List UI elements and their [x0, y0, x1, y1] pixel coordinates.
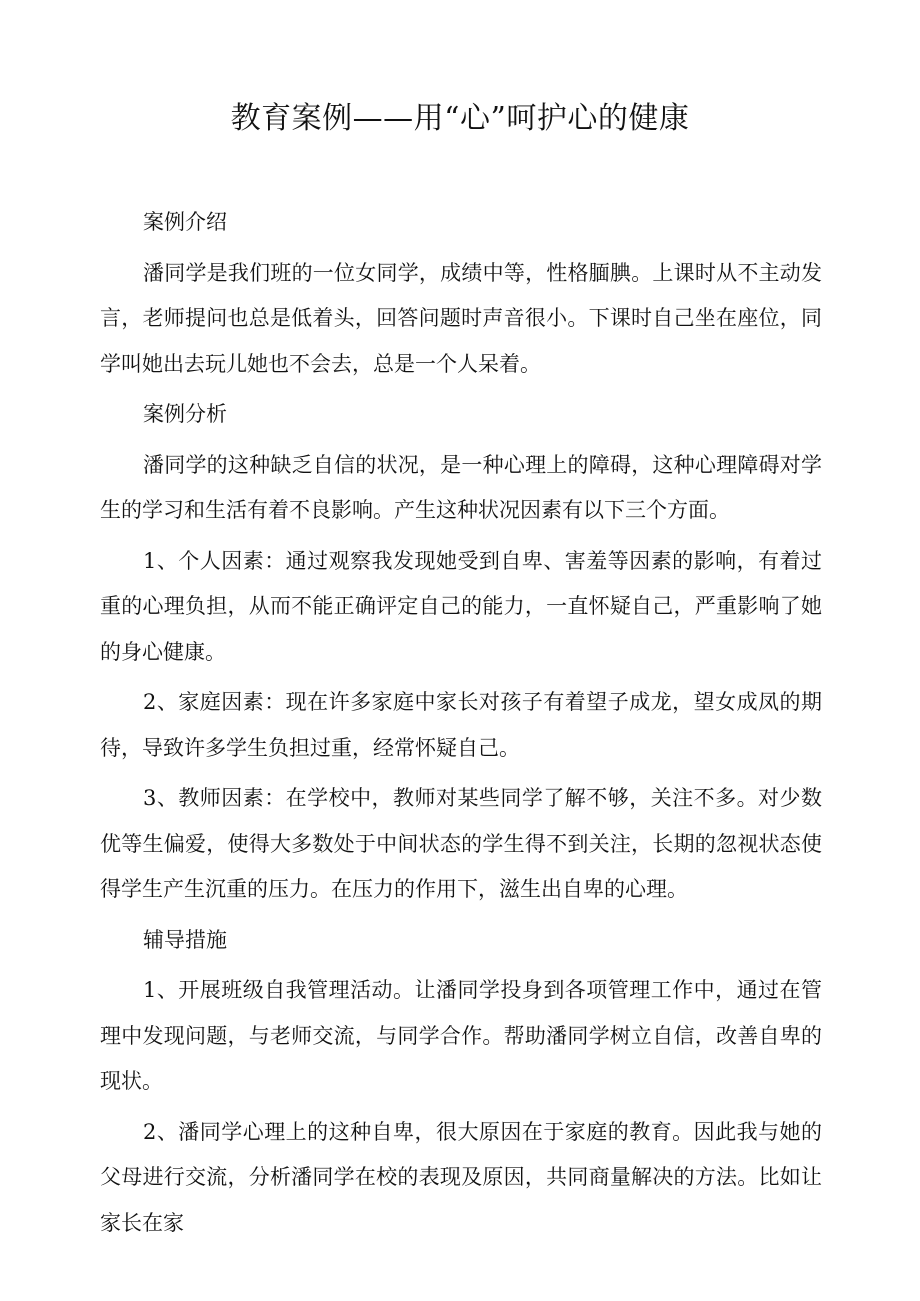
section-counseling-measures [100, 918, 822, 1247]
section-heading: 辅导措施 [143, 927, 227, 952]
paragraph-measure-1: 1、开展班级自我管理活动。让潘同学投身到各项管理工作中，通过在管理中发现问题，与老师交流，与同学合作。帮助潘同学树立自信，改善自卑的现状。 [100, 978, 822, 1093]
paragraph-personal-factor: 1、个人因素：通过观察我发现她受到自卑、害羞等因素的影响，有着过重的心理负担，从而不能正确评定自己的能力，一直怀疑自己，严重影响了她的身心健康。 [100, 548, 822, 664]
paragraph-measure-2: 2、潘同学心理上的这种自卑，很大原因在于家庭的教育。因此我与她的父母进行交流，分析潘同学在校的表现及原因，共同商量解决的方法。比如让家长在家 [100, 1119, 822, 1235]
paragraph-family-factor: 2、家庭因素：现在许多家庭中家长对孩子有着望子成龙，望女成凤的期待，导致许多学生负担过重，经常怀疑自己。 [100, 690, 822, 760]
section-case-introduction [100, 200, 822, 387]
section-heading: 案例分析 [143, 402, 227, 426]
paragraph: 潘同学的这种缺乏自信的状况，是一种心理上的障碍，这种心理障碍对学生的学习和生活有着不良影响。产生这种状况因素有以下三个方面。 [100, 452, 822, 522]
paragraph: 潘同学是我们班的一位女同学，成绩中等，性格腼腆。上课时从不主动发言，老师提问也总是低着头，回答问题时声音很小。下课时自己坐在座位，同学叫她出去玩儿她也不会去，总是一个人呆着。 [100, 260, 822, 376]
section-heading: 案例介绍 [143, 210, 227, 234]
document-title: 教育案例——用“心”呵护心的健康 [230, 101, 690, 136]
document-body [100, 200, 822, 1246]
paragraph-teacher-factor: 3、教师因素：在学校中，教师对某些同学了解不够，关注不多。对少数优等生偏爱，使得大多数处于中间状态的学生得不到关注，长期的忽视状态使得学生产生沉重的压力。在压力的作用下，滋生出自卑的心理。 [100, 786, 822, 901]
section-case-analysis [100, 392, 822, 913]
